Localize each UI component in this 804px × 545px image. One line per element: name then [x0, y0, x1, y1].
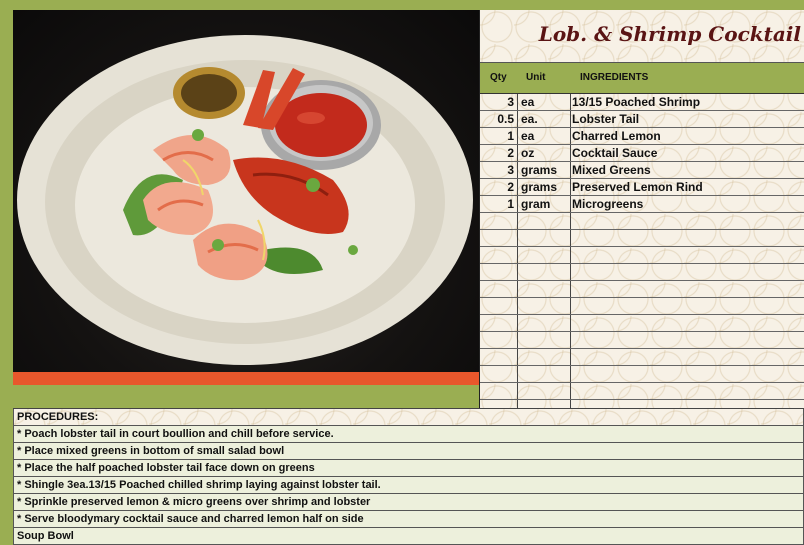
procedure-step: * Place mixed greens in bottom of small salad bowl [13, 443, 804, 460]
ingredient-name: 13/15 Poached Shrimp [572, 95, 701, 109]
ingredient-row [480, 247, 804, 264]
unit-header: Unit [526, 72, 546, 83]
ingredient-unit: ea. [521, 112, 538, 126]
cocktail-sauce [275, 93, 367, 157]
ingredients-header [480, 62, 804, 94]
ingredient-row [480, 162, 804, 179]
ingredient-qty: 2 [507, 146, 514, 160]
ingredient-unit: ea [521, 129, 535, 143]
procedures-heading: PROCEDURES: [13, 409, 804, 426]
ingredient-qty: 0.5 [497, 112, 514, 126]
ingredient-row [480, 349, 804, 366]
green-divider [13, 385, 479, 407]
recipe-title: Lob. & Shrimp Cocktail [538, 22, 801, 46]
ingredient-qty: 1 [507, 197, 514, 211]
ingredient-row [480, 298, 804, 315]
procedure-step: * Shingle 3ea.13/15 Poached chilled shrimp laying against lobster tail. [13, 477, 804, 494]
ingredient-row [480, 315, 804, 332]
ingredient-name: Mixed Greens [572, 163, 651, 177]
procedure-step: * Poach lobster tail in court boullion and chill before service. [13, 426, 804, 443]
ingredient-row [480, 332, 804, 349]
photo-accent-strip [13, 372, 479, 385]
procedures-list [13, 426, 804, 545]
ingredient-row [480, 366, 804, 383]
ingredient-row [480, 213, 804, 230]
procedures-section [13, 408, 804, 545]
procedure-step: Soup Bowl [13, 528, 804, 545]
ingredient-qty: 1 [507, 129, 514, 143]
ingredient-row [480, 111, 804, 128]
ingredient-row [480, 230, 804, 247]
ingredient-qty: 3 [507, 95, 514, 109]
ingredient-row [480, 128, 804, 145]
ingredient-row [480, 94, 804, 111]
ingredients-header-label: INGREDIENTS [580, 72, 649, 83]
ingredient-row [480, 196, 804, 213]
ingredient-unit: oz [521, 146, 535, 160]
ingredient-row [480, 383, 804, 400]
ingredient-unit: grams [521, 180, 558, 194]
ingredient-unit: ea [521, 95, 535, 109]
ingredients-panel [479, 10, 804, 408]
dish-photo [13, 10, 479, 372]
ingredient-row [480, 264, 804, 281]
qty-header: Qty [490, 72, 507, 83]
procedure-step: * Place the half poached lobster tail face down on greens [13, 460, 804, 477]
ingredient-unit: grams [521, 163, 558, 177]
ingredient-name: Lobster Tail [572, 112, 640, 126]
ingredient-name: Preserved Lemon Rind [572, 180, 703, 194]
ingredient-name: Cocktail Sauce [572, 146, 658, 160]
ingredient-name: Microgreens [572, 197, 644, 211]
ingredient-row [480, 179, 804, 196]
ingredients-list [480, 94, 804, 400]
ingredient-row [480, 145, 804, 162]
ingredient-qty: 2 [507, 180, 514, 194]
ingredient-name: Charred Lemon [572, 129, 661, 143]
ingredient-unit: gram [521, 197, 551, 211]
ingredient-row [480, 281, 804, 298]
ingredient-qty: 3 [507, 163, 514, 177]
microgreen [306, 178, 320, 192]
procedure-step: * Sprinkle preserved lemon & micro greens over shrimp and lobster [13, 494, 804, 511]
dish-illustration [13, 10, 479, 372]
procedure-step: * Serve bloodymary cocktail sauce and charred lemon half on side [13, 511, 804, 528]
